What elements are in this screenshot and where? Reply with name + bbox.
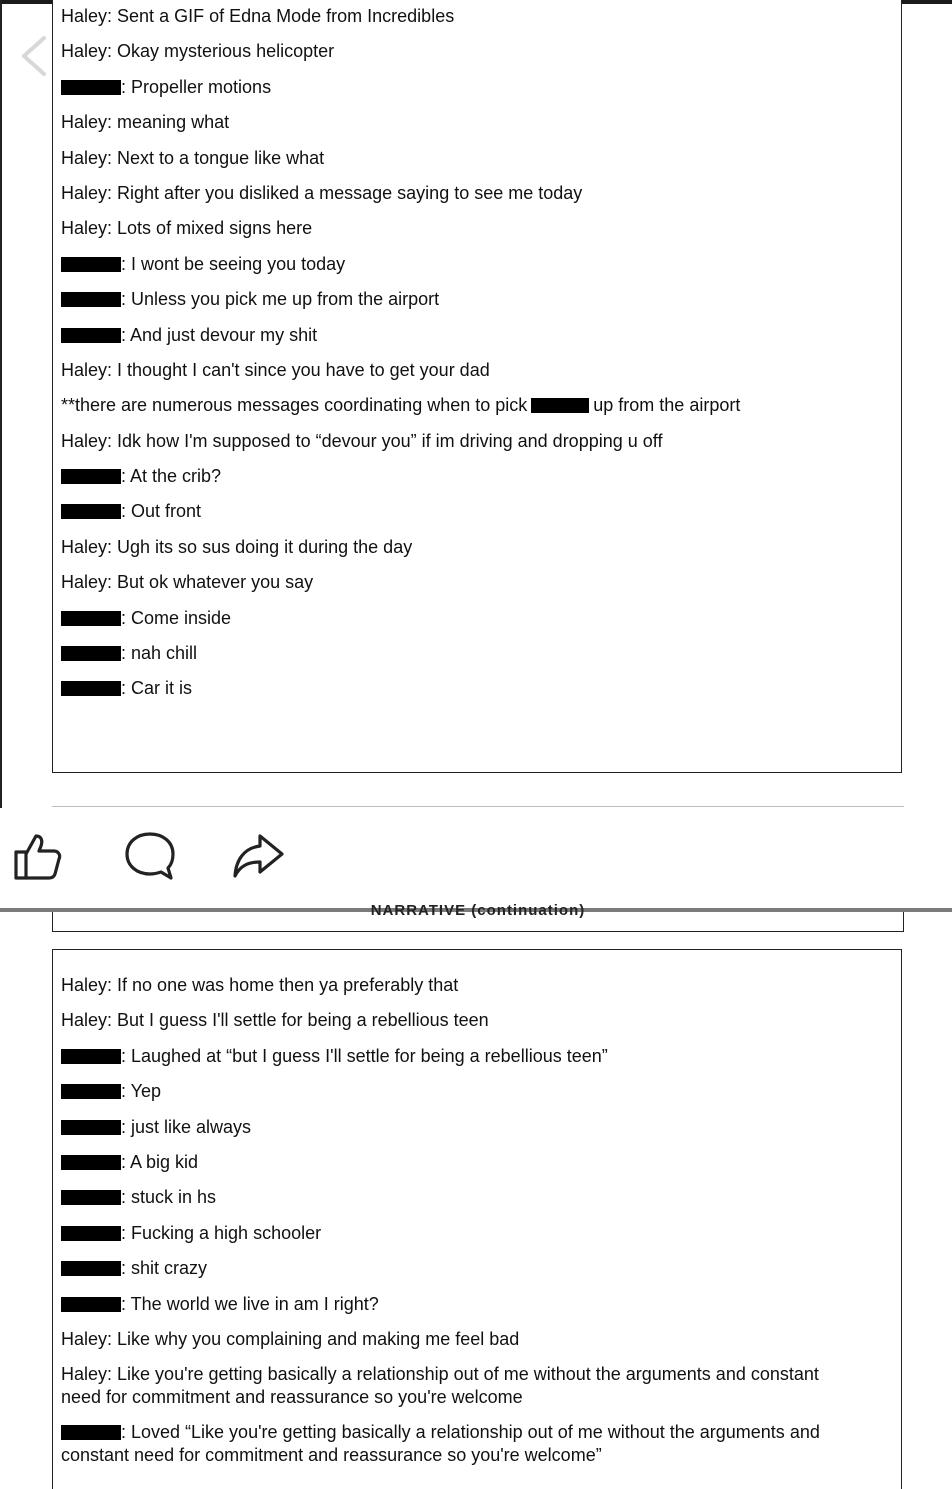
message-line (53, 147, 901, 182)
message-line (53, 182, 901, 217)
redaction-bar (61, 1120, 121, 1135)
message-list-page-1 (53, 0, 901, 713)
message-line (53, 253, 901, 288)
message-line (53, 465, 901, 500)
post-actions-bar (0, 820, 952, 890)
redaction-bar (61, 1297, 121, 1312)
redaction-bar (61, 1226, 121, 1241)
message-text: : Okay mysterious helicopter (107, 41, 335, 62)
message-line (53, 324, 901, 359)
message-text: : Out front (121, 501, 202, 522)
message-text: : Sent a GIF of Edna Mode from Incredibles (107, 6, 455, 26)
message-text: : stuck in hs (121, 1187, 217, 1208)
chevron-left-icon[interactable] (14, 32, 54, 80)
message-line (53, 76, 901, 111)
message-line (53, 974, 901, 1009)
redaction-bar (61, 504, 121, 519)
message-line (53, 1009, 901, 1044)
message-line (53, 1080, 901, 1115)
speaker-name: Haley (61, 1364, 108, 1385)
message-line (53, 1116, 901, 1151)
redaction-bar (61, 611, 121, 626)
message-line (53, 677, 901, 712)
message-line (53, 1186, 901, 1221)
redaction-bar (61, 257, 121, 272)
redaction-bar (61, 681, 121, 696)
note-text-after: up from the airport (593, 395, 741, 416)
speaker-name: Haley (61, 359, 108, 380)
message-line (53, 5, 901, 40)
message-line (53, 1045, 901, 1080)
redaction-bar (61, 1425, 121, 1440)
message-text: : Ugh its so sus doing it during the day (107, 536, 413, 557)
message-line (53, 430, 901, 465)
message-text: : Next to a tongue like what (107, 147, 325, 168)
narrative-note (53, 394, 901, 429)
message-text: : At the crib? (121, 466, 222, 487)
message-text: : Like why you complaining and making me feel bad (107, 1328, 520, 1349)
message-text: : nah chill (121, 643, 198, 664)
message-line (53, 1328, 901, 1363)
speaker-name: Haley (61, 147, 108, 168)
redaction-bar (61, 1261, 121, 1276)
message-text: : Unless you pick me up from the airport (121, 289, 440, 310)
message-text: : I wont be seeing you today (121, 253, 346, 274)
document-page-2 (52, 949, 902, 1489)
message-text: : But I guess I'll settle for being a rebellious teen (107, 1010, 489, 1031)
message-line (53, 1257, 901, 1292)
speaker-name: Haley (61, 1010, 108, 1031)
section-header: NARRATIVE (continuation) (370, 902, 586, 919)
message-text: : just like always (121, 1116, 252, 1137)
speaker-name: Haley (61, 41, 108, 62)
document-page-1 (52, 0, 902, 773)
message-text: : But ok whatever you say (107, 572, 314, 593)
message-line (53, 1151, 901, 1186)
post-divider (52, 806, 904, 807)
redaction-bar (61, 1190, 121, 1205)
message-line (53, 1421, 901, 1479)
message-line (53, 111, 901, 146)
message-text: : Car it is (121, 678, 193, 699)
redaction-bar (61, 1049, 121, 1064)
redaction-bar (531, 398, 589, 413)
redaction-bar (61, 292, 121, 307)
redaction-bar (61, 80, 121, 95)
message-line (53, 536, 901, 571)
speaker-name: Haley (61, 182, 108, 203)
comment-bubble-icon[interactable] (122, 828, 178, 884)
message-text: : Right after you disliked a message saying to see me today (107, 182, 583, 203)
message-line (53, 1293, 901, 1328)
message-text: : meaning what (107, 112, 230, 133)
redaction-bar (61, 646, 121, 661)
share-arrow-icon[interactable] (230, 828, 286, 884)
message-line (53, 359, 901, 394)
message-line (53, 607, 901, 642)
speaker-name: Haley (61, 6, 108, 26)
message-text: : And just devour my shit (121, 324, 318, 345)
message-text: : Propeller motions (121, 76, 272, 97)
message-text: : Yep (121, 1081, 162, 1102)
message-line (53, 40, 901, 75)
message-line (53, 642, 901, 677)
message-text: : If no one was home then ya preferably that (107, 975, 459, 995)
speaker-name: Haley (61, 975, 108, 995)
section-header-strip (52, 902, 904, 932)
message-line (53, 1363, 901, 1421)
message-list-page-2 (53, 950, 901, 1479)
message-line (53, 288, 901, 323)
left-edge-line (0, 0, 2, 808)
message-text: : Loved “Like you're getting basically a relationship out of me without the arguments and constant need for commitment and reassurance so you're welcome” (61, 1422, 820, 1466)
message-text: : shit crazy (121, 1258, 208, 1279)
message-line (53, 1222, 901, 1257)
message-text: : Come inside (121, 607, 232, 628)
speaker-name: Haley (61, 536, 108, 557)
speaker-name: Haley (61, 218, 108, 239)
message-text: : Idk how I'm supposed to “devour you” if im driving and dropping u off (107, 430, 663, 451)
message-text: : A big kid (121, 1151, 199, 1172)
message-text: : Fucking a high schooler (121, 1222, 322, 1243)
message-text: : Like you're getting basically a relationship out of me without the arguments and constant need for commitment and reassurance so you're welcome (61, 1364, 819, 1408)
message-text: : Laughed at “but I guess I'll settle for being a rebellious teen” (121, 1045, 608, 1066)
redaction-bar (61, 1155, 121, 1170)
message-text: : The world we live in am I right? (121, 1293, 379, 1314)
redaction-bar (61, 469, 121, 484)
message-text: : I thought I can't since you have to get your dad (107, 359, 490, 380)
message-line (53, 217, 901, 252)
message-line (53, 500, 901, 535)
message-line (53, 571, 901, 606)
note-text-before: **there are numerous messages coordinating when to pick (61, 395, 528, 416)
thumbs-up-icon[interactable] (10, 828, 66, 884)
message-text: : Lots of mixed signs here (107, 218, 313, 239)
redaction-bar (61, 1084, 121, 1099)
speaker-name: Haley (61, 430, 108, 451)
speaker-name: Haley (61, 572, 108, 593)
speaker-name: Haley (61, 1328, 108, 1349)
speaker-name: Haley (61, 112, 108, 133)
redaction-bar (61, 328, 121, 343)
